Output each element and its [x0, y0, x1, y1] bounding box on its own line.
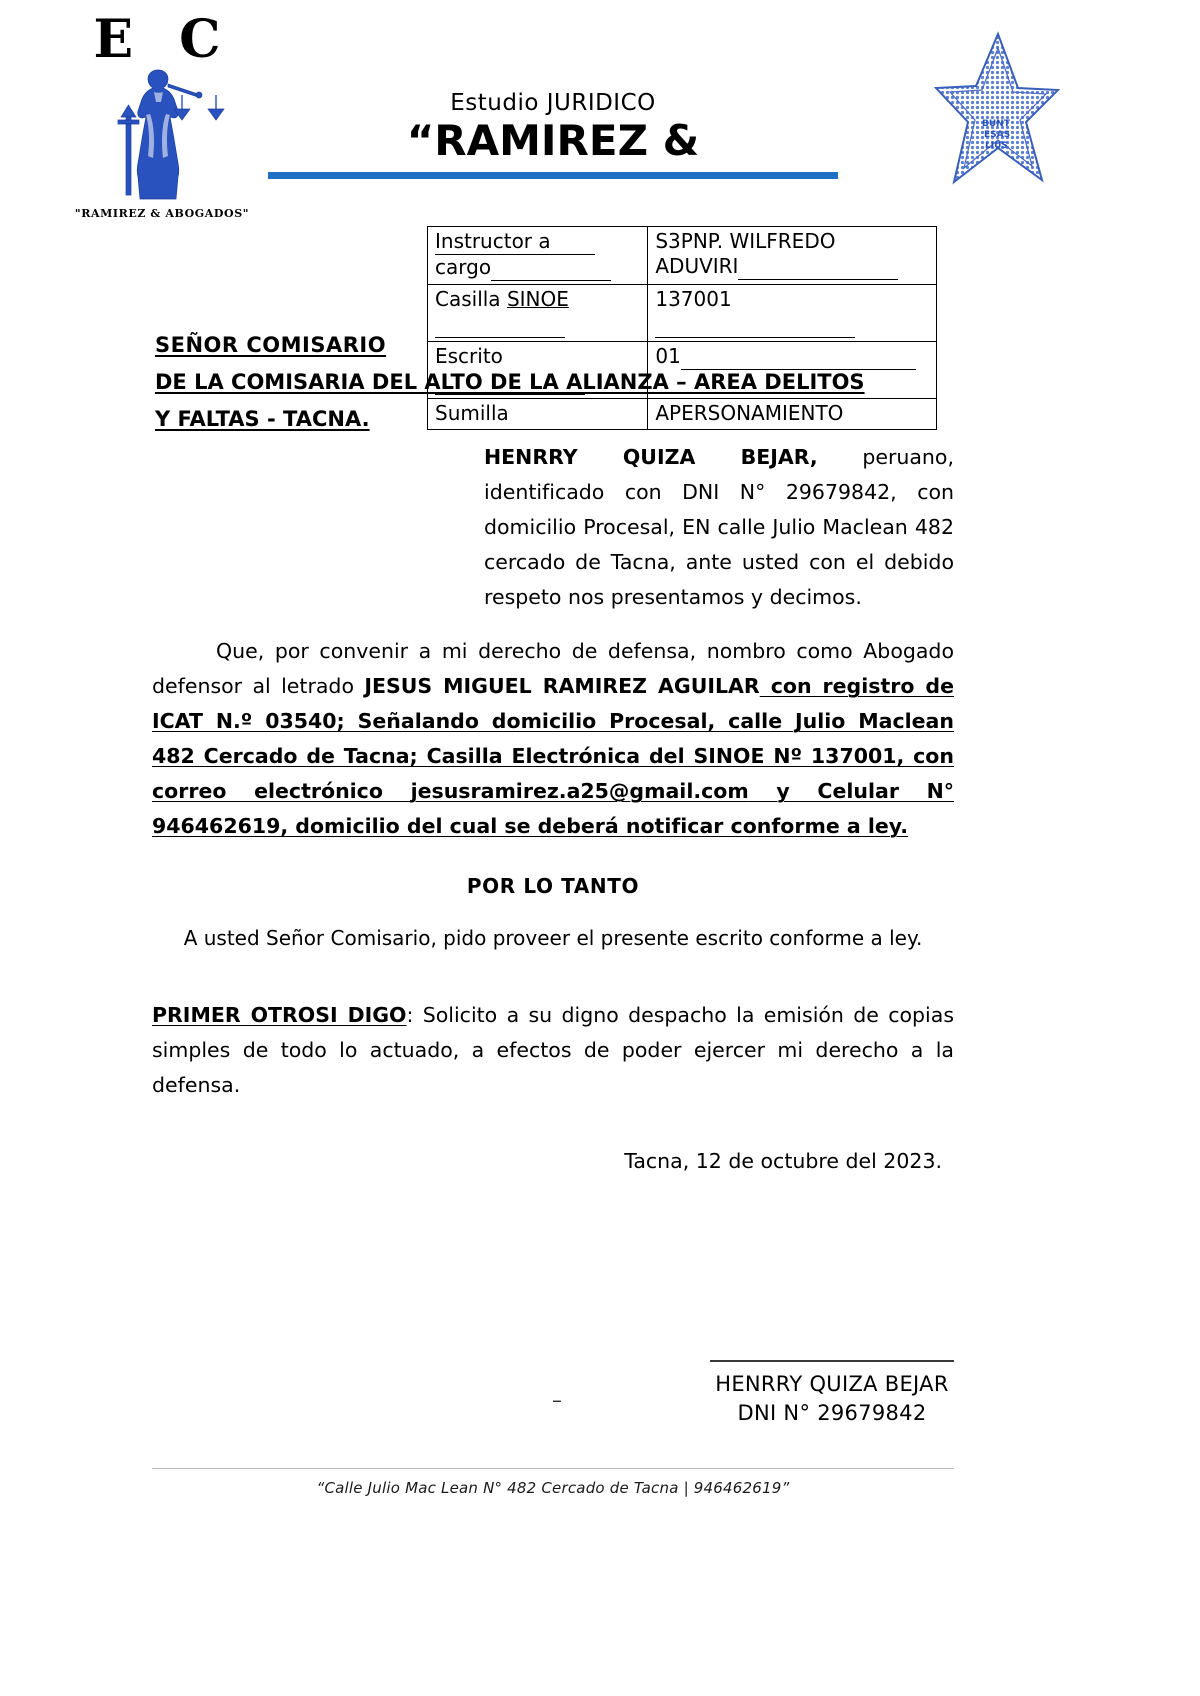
paragraph-attorney	[152, 634, 954, 844]
star-seal-icon	[930, 30, 1060, 215]
table-cell-key: Sumilla	[428, 399, 648, 430]
attorney-intro: Que, por convenir a mi derecho de defensa, nombro como Abogado defensor al letrado	[152, 639, 954, 698]
addressee-line-1: SEÑOR COMISARIO	[155, 333, 387, 357]
document-date: Tacna, 12 de octubre del 2023.	[624, 1149, 942, 1173]
paragraph-otrosi	[152, 998, 954, 1103]
addressee-block	[155, 327, 955, 438]
footer-divider	[152, 1468, 954, 1469]
signature-block	[152, 1360, 954, 1428]
attorney-phone-details: y Celular N° 946462619, domicilio del cual se deberá notificar conforme a ley.	[152, 779, 954, 838]
svg-text:LIUS: LIUS	[985, 141, 1008, 151]
page-footer	[152, 1468, 954, 1497]
svg-text:ESAS: ESAS	[984, 130, 1011, 140]
attorney-email: jesusramirez.a25@gmail.com	[410, 779, 749, 803]
signatory-name: HENRRY QUIZA BEJAR	[715, 1372, 949, 1396]
petitioner-name: HENRRY QUIZA BEJAR,	[484, 445, 818, 469]
addressee-line-3: Y FALTAS - TACNA.	[155, 407, 370, 431]
firm-subtitle: Estudio JURIDICO	[450, 90, 656, 116]
signature-area	[710, 1360, 954, 1428]
table-cell-value: S3PNP. WILFREDO ADUVIRI	[648, 227, 937, 285]
firm-title-block	[268, 88, 838, 179]
lady-justice-icon	[62, 62, 262, 202]
firm-logo	[62, 9, 262, 220]
firm-name: “RAMIREZ &	[406, 116, 700, 165]
table-cell-key: Casilla SINOE	[428, 285, 648, 342]
table-cell-value: 137001	[648, 285, 937, 342]
logo-caption: "RAMIREZ & ABOGADOS"	[74, 207, 250, 220]
otrosi-label: PRIMER OTROSI DIGO	[152, 1003, 407, 1027]
petitioner-details: peruano, identificado con DNI N° 29679842, con domicilio Procesal, EN calle Julio Maclean 482 cercado de Tacna, ante usted con el debido respeto nos presentamos y decimos.	[484, 445, 954, 609]
attorney-registry-details: con registro de ICAT N.º 03540; Señalando domicilio Procesal, calle Julio Maclean 482 Cercado de Tacna; Casilla Electrónica del SINOE Nº 137001, con correo electrónico	[152, 674, 955, 803]
paragraph-presentation	[484, 440, 954, 615]
letterhead	[0, 0, 1200, 230]
addressee-line-2: DE LA COMISARIA DEL ALTO DE LA ALIANZA – AREA DELITOS	[155, 370, 865, 394]
otrosi-text: : Solicito a su digno despacho la emisión de copias simples de todo lo actuado, a efectos de poder ejercer mi derecho a la defensa.	[152, 1003, 954, 1097]
table-cell-value: 01	[648, 342, 937, 399]
table-cell-key: Instructor a cargo	[428, 227, 648, 285]
document-body	[152, 440, 954, 1173]
table-cell-key: Escrito	[428, 342, 648, 399]
attorney-name: JESUS MIGUEL RAMIREZ AGUILAR	[364, 674, 760, 698]
petition-text: A usted Señor Comisario, pido proveer el presente escrito conforme a ley.	[183, 926, 923, 950]
por-lo-tanto-heading: POR LO TANTO	[466, 874, 640, 898]
title-accent-rule	[268, 172, 838, 179]
footer-address: “Calle Julio Mac Lean N° 482 Cercado de Tacna | 946462619”	[316, 1479, 790, 1497]
table-cell-value: APERSONAMIENTO	[648, 399, 937, 430]
table-row	[428, 227, 937, 285]
signatory-dni: DNI N° 29679842	[737, 1401, 927, 1425]
signature-dash: –	[552, 1388, 562, 1412]
svg-text:BUNT: BUNT	[982, 119, 1010, 129]
logo-initials: E C	[93, 9, 235, 70]
signature-line	[710, 1360, 954, 1362]
